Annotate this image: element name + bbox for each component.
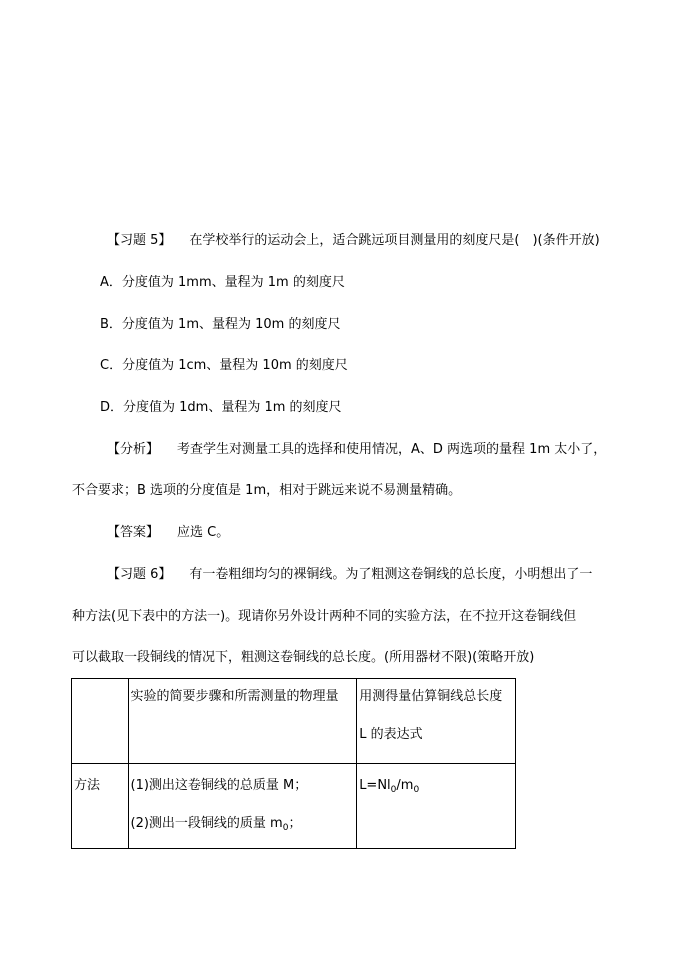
formula-part-a: L=Nl <box>359 778 391 793</box>
analysis-paragraph <box>107 441 606 459</box>
table-row-formula-text <box>359 777 513 795</box>
question-6-text-line3: 可以截取一段铜线的情况下，粗测这卷铜线的总长度。(所用器材不限)(策略开放) <box>72 650 535 665</box>
table-row-label-text: 方法 <box>74 778 101 793</box>
answer-text: 应选 C。 <box>177 525 230 540</box>
option-d: D．分度值为 1dm、量程为 1m 的刻度尺 <box>100 400 342 415</box>
question-6-text-line1: 有一卷粗细均匀的裸铜线。为了粗测这卷铜线的总长度，小明想出了一 <box>189 567 593 582</box>
table-row-steps <box>128 764 357 849</box>
question-5-text: 在学校举行的运动会上，适合跳远项目测量用的刻度尺是( )(条件开放) <box>189 233 600 248</box>
table-header-steps <box>128 679 357 764</box>
formula-part-b: /m <box>396 778 414 793</box>
table-row-step-1: (1)测出这卷铜线的总质量 M； <box>130 778 308 793</box>
table-row-step-2 <box>131 815 355 833</box>
table-row-step-2-main: (2)测出一段铜线的质量 m <box>130 816 283 831</box>
question-5-tag: 【习题 5】 <box>107 233 172 248</box>
table-row-step-2-sub: 0 <box>282 823 289 833</box>
table-row-formula <box>357 764 516 849</box>
table-row <box>72 764 516 849</box>
table-row-step-2-end: ； <box>288 816 302 831</box>
question-6-text-line2: 种方法(见下表中的方法一)。现请你另外设计两种不同的实验方法，在不拉开这卷铜线但 <box>72 609 577 624</box>
option-a: A．分度值为 1mm、量程为 1m 的刻度尺 <box>100 275 345 290</box>
table-header-formula <box>357 679 516 764</box>
table-row-label <box>72 764 129 849</box>
table-header-formula-line1: 用测得量估算铜线总长度 <box>359 689 503 704</box>
table-header-blank <box>72 679 129 764</box>
analysis-text-line2: 不合要求；B 选项的分度值是 1m，相对于跳远来说不易测量精确。 <box>72 483 462 498</box>
table-header-row <box>72 679 516 764</box>
question-5-stem <box>107 232 600 250</box>
answer-tag: 【答案】 <box>107 525 160 540</box>
option-c: C．分度值为 1cm、量程为 10m 的刻度尺 <box>100 358 348 373</box>
analysis-text-line1: 考查学生对测量工具的选择和使用情况，A、D 两选项的量程 1m 太小了， <box>177 442 607 457</box>
experiment-table <box>71 678 516 849</box>
analysis-tag: 【分析】 <box>107 442 160 457</box>
option-b: B．分度值为 1m、量程为 10m 的刻度尺 <box>100 317 341 332</box>
question-6-stem <box>107 566 592 584</box>
answer-paragraph <box>107 524 229 542</box>
table-header-formula-line2: L 的表达式 <box>359 727 423 742</box>
formula-sub-1: 0 <box>390 785 397 795</box>
formula-sub-2: 0 <box>413 785 420 795</box>
question-6-tag: 【习题 6】 <box>107 567 172 582</box>
table-header-steps-text: 实验的简要步骤和所需测量的物理量 <box>130 689 339 704</box>
